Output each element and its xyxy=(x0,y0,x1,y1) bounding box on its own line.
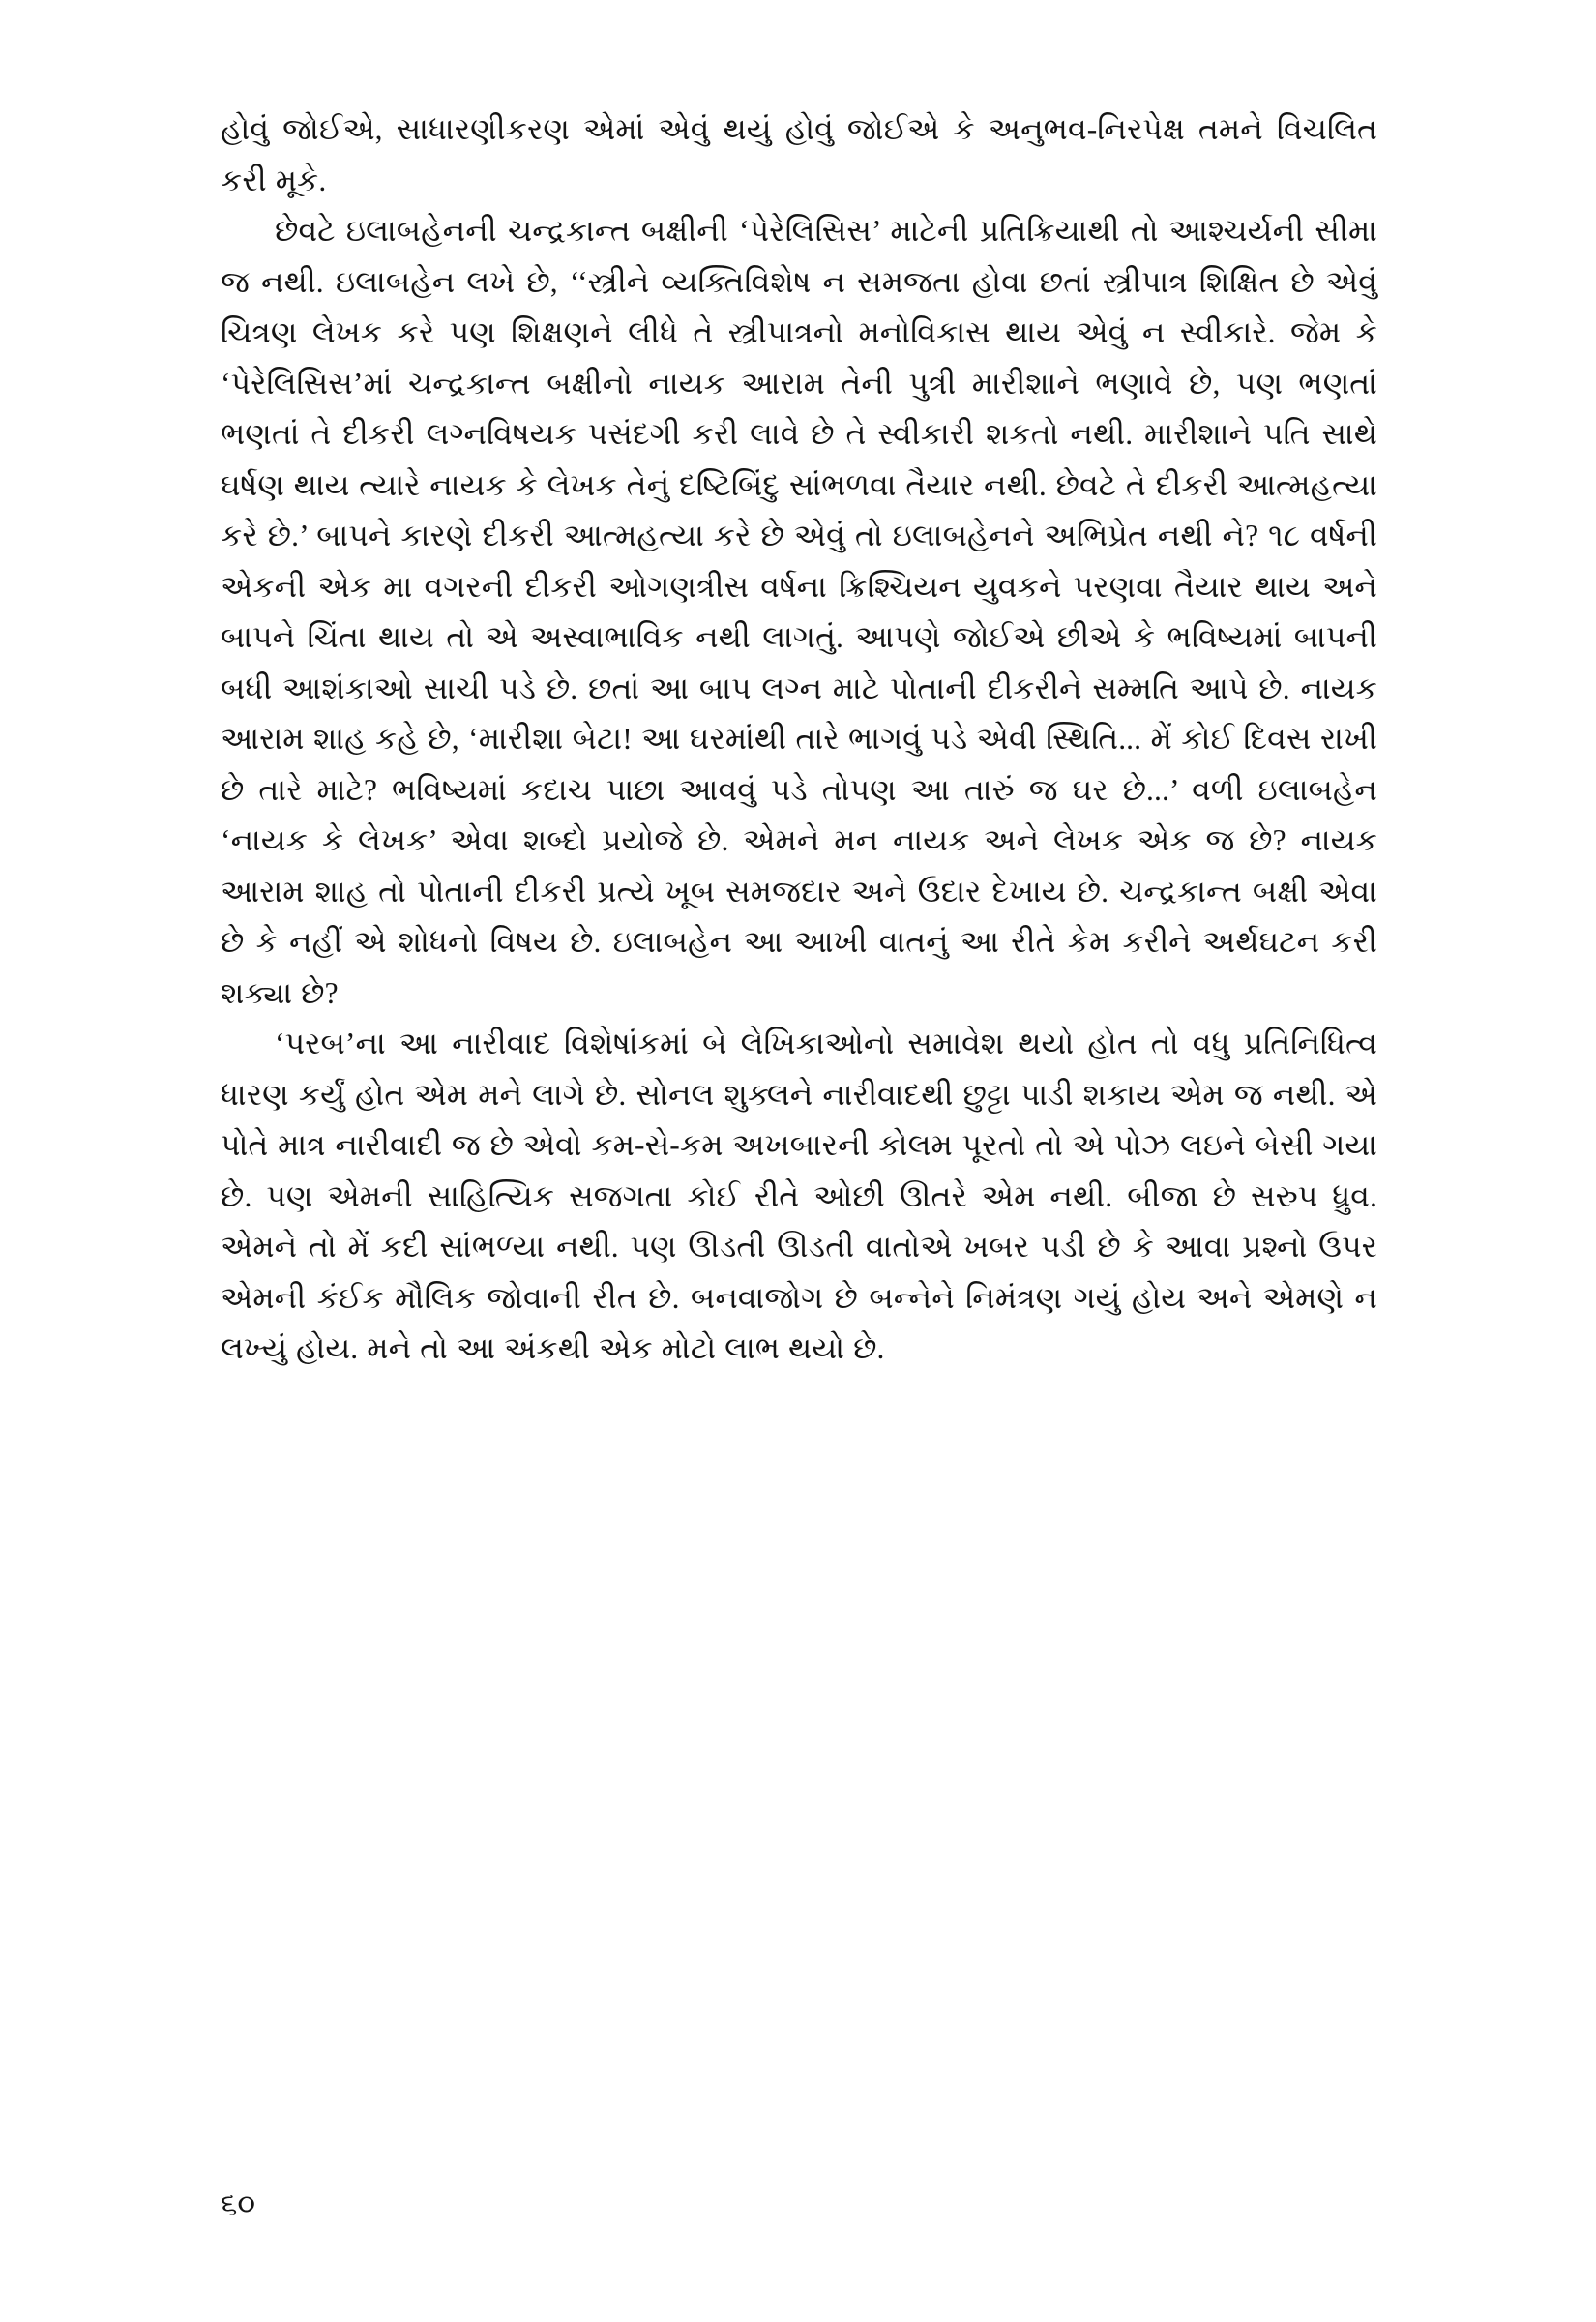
paragraph: છેવટે ઇલાબહેનની ચન્દ્રકાન્ત બક્ષીની ‘પેરેલિસિસ’ માટેની પ્રતિક્રિયાથી તો આશ્ચર્યની સીમા જ નથી. ઇલાબહેન લખે છે, ‘‘સ્ત્રીને વ્યક્તિવિશેષ ન સમજતા હોવા છતાં સ્ત્રીપાત્ર શિક્ષિત છે એવું ચિત્રણ લેખક કરે પણ શિક્ષણને લીધે તે સ્ત્રીપાત્રનો મનોવિકાસ થાય એવું ન સ્વીકારે. જેમ કે ‘પેરેલિસિસ’માં ચન્દ્રકાન્ત બક્ષીનો નાયક આરામ તેની પુત્રી મારીશાને ભણાવે છે, પણ ભણતાં ભણતાં તે દીકરી લગ્નવિષયક પસંદગી કરી લાવે છે તે સ્વીકારી શકતો નથી. મારીશાને પતિ સાથે ઘર્ષણ થાય ત્યારે નાયક કે લેખક તેનું દષ્ટિબિંદુ સાંભળવા તૈયાર નથી. છેવટે તે દીકરી આત્મહત્યા કરે છે.’ બાપને કારણે દીકરી આત્મહત્યા કરે છે એવું તો ઇલાબહેનને અભિપ્રેત નથી ને? ૧૮ વર્ષની એકની એક મા વગરની દીકરી ઓગણત્રીસ વર્ષના ક્રિશ્ચિયન યુવકને પરણવા તૈયાર થાય અને બાપને ચિંતા થાય તો એ અસ્વાભાવિક નથી લાગતું. આપણે જોઈએ છીએ કે ભવિષ્યમાં બાપની બધી આશંકાઓ સાચી પડે છે. છતાં આ બાપ લગ્ન માટે પોતાની દીકરીને સમ્મતિ આપે છે. નાયક આરામ શાહ કહે છે, ‘મારીશા બેટા! આ ઘરમાંથી તારે ભાગવું પડે એવી સ્થિતિ... મેં કોઈ દિવસ રાખી છે તારે માટે? ભવિષ્યમાં કદાચ પાછા આવવું પડે તોપણ આ તારું જ ઘર છે...’ વળી ઇલાબહેન ‘નાયક કે લેખક’ એવા શબ્દો પ્રયોજે છે. એમને મન નાયક અને લેખક એક જ છે? નાયક આરામ શાહ તો પોતાની દીકરી પ્રત્યે ખૂબ સમજદાર અને ઉદાર દેખાય છે. ચન્દ્રકાન્ત બક્ષી એવા છે કે નહીં એ શોધનો વિષય છે. ઇલાબહેન આ આખી વાતનું આ રીતે કેમ કરીને અર્થઘટન કરી શક્યા છે? xyxy=(221,214,1377,1010)
paragraph: હોવું જોઈએ, સાધારણીકરણ એમાં એવું થયું હોવું જોઈએ કે અનુભવ-નિરપેક્ષ તમને વિચલિત કરી મૂકે. xyxy=(221,112,1377,197)
paragraph: ‘પરબ’ના આ નારીવાદ વિશેષાંકમાં બે લેખિકાઓનો સમાવેશ થયો હોત તો વધુ પ્રતિનિધિત્વ ધારણ કર્યું હોત એમ મને લાગે છે. સોનલ શુક્લને નારીવાદથી છુટ્ટા પાડી શકાય એમ જ નથી. એ પોતે માત્ર નારીવાદી જ છે એવો કમ-સે-કમ અખબારની કોલમ પૂરતો તો એ પોઝ લઇને બેસી ગયા છે. પણ એમની સાહિત્યિક સજગતા કોઈ રીતે ઓછી ઊતરે એમ નથી. બીજા છે સરુપ ધ્રુવ. એમને તો મેં કદી સાંભળ્યા નથી. પણ ઊડતી ઊડતી વાતોએ ખબર પડી છે કે આવા પ્રશ્નો ઉપર એમની કંઈક મૌલિક જોવાની રીત છે. બનવાજોગ છે બન્નેને નિમંત્રણ ગયું હોય અને એમણે ન લખ્યું હોય. મને તો આ અંકથી એક મોટો લાભ થયો છે. xyxy=(221,1027,1377,1365)
page-number: ૬૦ xyxy=(221,2187,256,2220)
page-text-body xyxy=(221,104,1377,1375)
